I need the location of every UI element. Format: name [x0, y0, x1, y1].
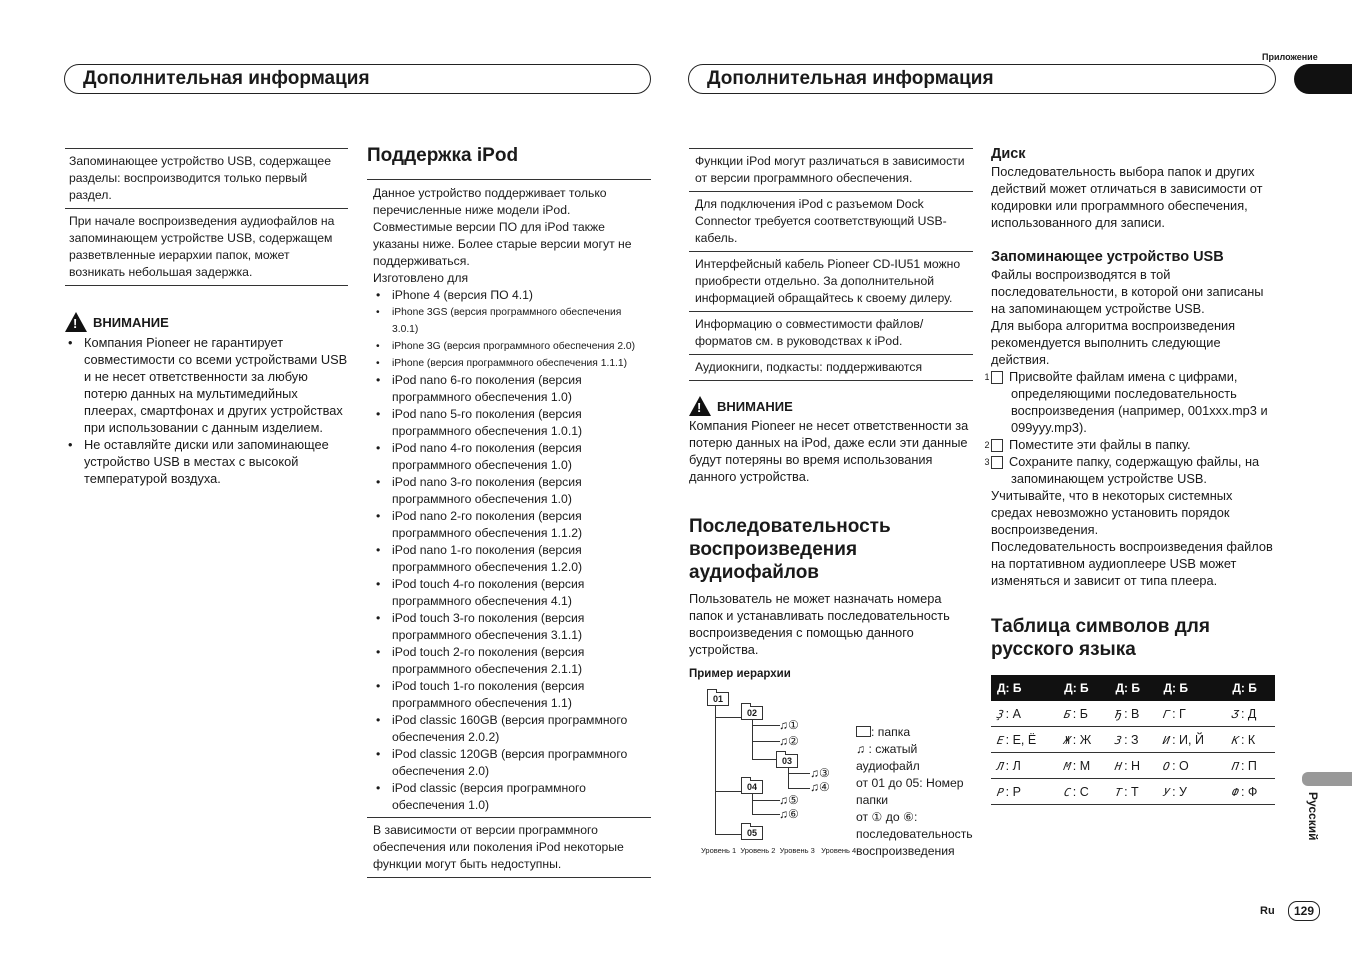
char-table-title: Таблица символов для русского языка [991, 616, 1210, 660]
ipod-model-item: • iPod classic 160GB (версия программного обеспечения 2.0.2) [373, 712, 645, 746]
list-item: 2 Поместите эти файлы в папку. [984, 437, 1191, 452]
table-cell [1226, 753, 1275, 779]
table-row [991, 779, 1275, 805]
table-cell [1157, 753, 1226, 779]
ipod-model-item: • iPod nano 1-го поколения (версия программного обеспечения 1.2.0) [373, 542, 645, 576]
warning-block-right [689, 396, 973, 485]
hierarchy-diagram [689, 684, 859, 859]
table-cell [1109, 779, 1157, 805]
ipod-intro: Данное устройство поддерживает только перечисленные ниже модели iPod. Совместимые версии ПО для iPod также указаны ниже. Более старые версии могут не поддерживаться. [373, 186, 632, 268]
table-cell [1226, 727, 1275, 753]
char-value: : Е, Ё [1005, 732, 1037, 747]
folder-icon: 02 [741, 706, 763, 720]
table-row [991, 753, 1275, 779]
char-value: : Р [1005, 784, 1021, 799]
usb-text: Для выбора алгоритма воспроизведения рекомендуется выполнить следующие действия. [991, 318, 1236, 367]
display-glyph: Ђ [1114, 707, 1123, 721]
usb-steps [984, 368, 1276, 487]
table-cell [991, 701, 1058, 727]
ipod-model-item: • iPod nano 5-го поколения (версия программного обеспечения 1.0.1) [373, 406, 645, 440]
page-number: 129 [1288, 901, 1320, 921]
track-mark: ♫⑤ [779, 793, 799, 807]
table-row [991, 727, 1275, 753]
usb-text: Файлы воспроизводятся в той последовательности, в которой они записаны на запоминающем устройстве USB. [991, 267, 1264, 316]
char-value: : Д [1240, 706, 1257, 721]
char-value: : И, Й [1172, 732, 1204, 747]
usb-title: Запоминающее устройство USB [991, 249, 1224, 265]
char-value: : О [1172, 758, 1189, 773]
display-glyph: Ͷ [1162, 733, 1171, 747]
disc-text: Последовательность выбора папок и других действий может отличаться в зависимости от кодировки или программного обеспечения, использованного для записи. [991, 164, 1263, 230]
made-for-label: Изготовлено для [373, 271, 469, 285]
ipod-model-item: • iPod classic (версия программного обеспечения 1.0) [373, 780, 645, 814]
folder-icon: 01 [707, 692, 729, 706]
folder-icon: 05 [741, 826, 763, 840]
header-left: Дополнительная информация [64, 64, 651, 94]
usb-notes-box [65, 148, 348, 286]
ipod-note: Информацию о совместимости файлов/форматов см. в руководствах к iPod. [689, 312, 973, 355]
warning-heading: ! ВНИМАНИЕ [65, 312, 348, 332]
ipod-note: Интерфейсный кабель Pioneer CD-IU51 можно приобрести отдельно. За дополнительной информацией обращайтесь к своему дилеру. [689, 252, 973, 312]
char-value: : Т [1124, 784, 1139, 799]
table-cell [1058, 727, 1109, 753]
table-header-cell: Д: Б [991, 675, 1058, 701]
ipod-note: Аудиокниги, подкасты: поддерживаются [695, 360, 923, 374]
ipod-model-item: • iPod touch 1-го поколения (версия программного обеспечения 1.1) [373, 678, 645, 712]
ipod-footer-note: В зависимости от версии программного обеспечения или поколения iPod некоторые функции могут быть недоступны. [367, 817, 651, 877]
track-mark: ♫② [779, 734, 799, 748]
playback-order-text: Пользователь не может назначать номера папок и устанавливать последовательность воспроизведения с помощью данного устройства. [689, 591, 950, 657]
usb-section [984, 248, 1276, 589]
display-glyph: Ҙ [995, 707, 1004, 721]
warning-heading: ! ВНИМАНИЕ [689, 396, 973, 416]
usb-text: Последовательность воспроизведения файлов на портативном аудиоплеере USB может изменяться и зависит от типа плеера. [991, 539, 1273, 588]
ipod-model-item: • iPod nano 4-го поколения (версия программного обеспечения 1.0) [373, 440, 645, 474]
char-value: : М [1072, 758, 1091, 773]
table-cell [991, 753, 1058, 779]
display-glyph: У [1162, 785, 1171, 799]
warning-block-left [65, 312, 348, 487]
display-glyph: О [1162, 759, 1171, 773]
table-cell [1157, 779, 1226, 805]
display-glyph: П [1231, 759, 1240, 773]
playback-order-title: Последовательность воспроизведения аудиофайлов [689, 516, 891, 583]
section-label: Приложение [1262, 52, 1318, 62]
display-glyph: Г [1162, 707, 1171, 721]
ipod-model-item: • iPhone 4 (версия ПО 4.1) [373, 287, 645, 304]
ipod-note: Для подключения iPod с разъемом Dock Connector требуется соответствующий USB-кабель. [689, 192, 973, 252]
char-value: : С [1072, 784, 1089, 799]
table-header-cell: Д: Б [1226, 675, 1275, 701]
hierarchy-example-label: Пример иерархии [689, 668, 791, 680]
list-item: 1 Присвойте файлам имена с цифрами, определяющими последовательность воспроизведения (например, 001xxx.mp3 и 099yyy.mp3). [984, 369, 1268, 435]
level-labels: Уровень 1 Уровень 2 Уровень 3 Уровень 4 [701, 846, 857, 855]
ipod-model-item: • iPod nano 3-го поколения (версия программного обеспечения 1.0) [373, 474, 645, 508]
char-value: : Г [1172, 706, 1186, 721]
table-cell [1226, 701, 1275, 727]
char-value: : Ф [1240, 784, 1258, 799]
char-value: : Б [1072, 706, 1088, 721]
ipod-support-title: Поддержка iPod [367, 145, 519, 166]
char-value: : У [1172, 784, 1187, 799]
table-cell [991, 779, 1058, 805]
char-value: : Л [1005, 758, 1021, 773]
table-cell [1058, 753, 1109, 779]
display-glyph: Б [1063, 707, 1071, 721]
track-mark: ♫① [779, 718, 799, 732]
ipod-model-item: • iPod nano 6-го поколения (версия программного обеспечения 1.0) [373, 372, 645, 406]
audio-file-icon: ♫ [856, 742, 866, 756]
list-item: • Не оставляйте диски или запоминающее устройство USB в местах с высокой температурой воздуха. [65, 436, 348, 487]
display-glyph: Ӡ [1231, 707, 1240, 721]
char-value: : Ж [1072, 732, 1092, 747]
ipod-model-item: • iPod nano 2-го поколения (версия программного обеспечения 1.1.2) [373, 508, 645, 542]
table-header-cell: Д: Б [1058, 675, 1109, 701]
ipod-model-item: • iPhone 3GS (версия программного обеспечения 3.0.1) [373, 304, 645, 338]
ipod-model-list [367, 287, 651, 817]
ipod-note: Функции iPod могут различаться в зависимости от версии программного обеспечения. [689, 149, 973, 192]
warning-text: Компания Pioneer не несет ответственности за потерю данных на iPod, даже если эти данные будут потеряны во время использования данного устройства. [689, 418, 969, 484]
display-glyph: Ε [995, 733, 1004, 747]
char-value: : З [1124, 732, 1139, 747]
char-value: : К [1240, 732, 1256, 747]
table-cell [1109, 701, 1157, 727]
folder-icon: 03 [776, 754, 798, 768]
char-value: : А [1005, 706, 1021, 721]
ipod-notes-box [689, 148, 973, 381]
disc-section [991, 145, 1276, 231]
table-cell [1109, 753, 1157, 779]
display-glyph: К [1231, 733, 1240, 747]
header-right: Дополнительная информация [688, 64, 1276, 94]
list-item: 3 Сохраните папку, содержащую файлы, на запоминающем устройстве USB. [984, 454, 1260, 486]
table-cell [1226, 779, 1275, 805]
folder-icon [856, 726, 871, 737]
table-cell [1157, 727, 1226, 753]
table-cell [1157, 701, 1226, 727]
track-mark: ♫⑥ [779, 807, 799, 821]
display-glyph: Ж [1063, 733, 1071, 747]
section-tab [1294, 64, 1352, 94]
side-tab-bar [1302, 772, 1352, 786]
display-glyph: С [1063, 785, 1071, 799]
list-item: • Компания Pioneer не гарантирует совместимости со всеми устройствами USB и не несет ответственности за любую потерю данных на мультимедийных плеерах, смартфонах и других устройствах при использовании с данным изделием. [65, 334, 348, 436]
table-header-cell: Д: Б [1109, 675, 1157, 701]
ipod-model-item: • iPod touch 2-го поколения (версия программного обеспечения 2.1.1) [373, 644, 645, 678]
display-glyph: Н [1114, 759, 1123, 773]
ipod-model-item: • iPhone 3G (версия программного обеспечения 2.0) [373, 338, 645, 355]
diagram-legend: : папка ♫ : сжатый аудиофайл от 01 до 05: Номер папки от ① до ⑥: последовательность воспроизведения [856, 725, 973, 858]
display-glyph: Ρ [995, 785, 1004, 799]
warning-icon [689, 396, 711, 416]
table-cell [1109, 727, 1157, 753]
usb-note: Запоминающее устройство USB, содержащее разделы: воспроизводится только первый раздел. [65, 149, 348, 209]
display-glyph: Т [1114, 785, 1123, 799]
char-value: : В [1124, 706, 1140, 721]
table-header-cell: Д: Б [1157, 675, 1226, 701]
ipod-model-item: • iPhone (версия программного обеспечения 1.1.1) [373, 355, 645, 372]
language-side-label: Русский [1306, 792, 1320, 841]
ipod-model-item: • iPod classic 120GB (версия программного обеспечения 2.0) [373, 746, 645, 780]
ipod-model-item: • iPod touch 3-го поколения (версия программного обеспечения 3.1.1) [373, 610, 645, 644]
display-glyph: З [1114, 733, 1123, 747]
track-mark: ♫④ [810, 780, 830, 794]
ipod-model-item: • iPod touch 4-го поколения (версия программного обеспечения 4.1) [373, 576, 645, 610]
disc-title: Диск [991, 146, 1026, 162]
usb-note: При начале воспроизведения аудиофайлов на запоминающем устройстве USB, содержащем разветвленные иерархии папок, может возникать небольшая задержка. [69, 214, 335, 279]
table-cell [1058, 701, 1109, 727]
display-glyph: Ф [1231, 785, 1240, 799]
warning-list [65, 334, 348, 487]
table-row [991, 701, 1275, 727]
folder-icon: 04 [741, 780, 763, 794]
track-mark: ♫③ [810, 766, 830, 780]
table-cell [991, 727, 1058, 753]
ipod-models-box [367, 179, 651, 878]
display-glyph: Л [995, 759, 1004, 773]
display-glyph: М [1063, 759, 1071, 773]
footer-lang: Ru [1260, 905, 1275, 917]
char-table [991, 675, 1275, 805]
char-value: : Н [1124, 758, 1141, 773]
char-value: : П [1240, 758, 1257, 773]
usb-text: Учитывайте, что в некоторых системных средах невозможно установить порядок воспроизведения. [991, 488, 1233, 537]
warning-icon [65, 312, 87, 332]
table-cell [1058, 779, 1109, 805]
